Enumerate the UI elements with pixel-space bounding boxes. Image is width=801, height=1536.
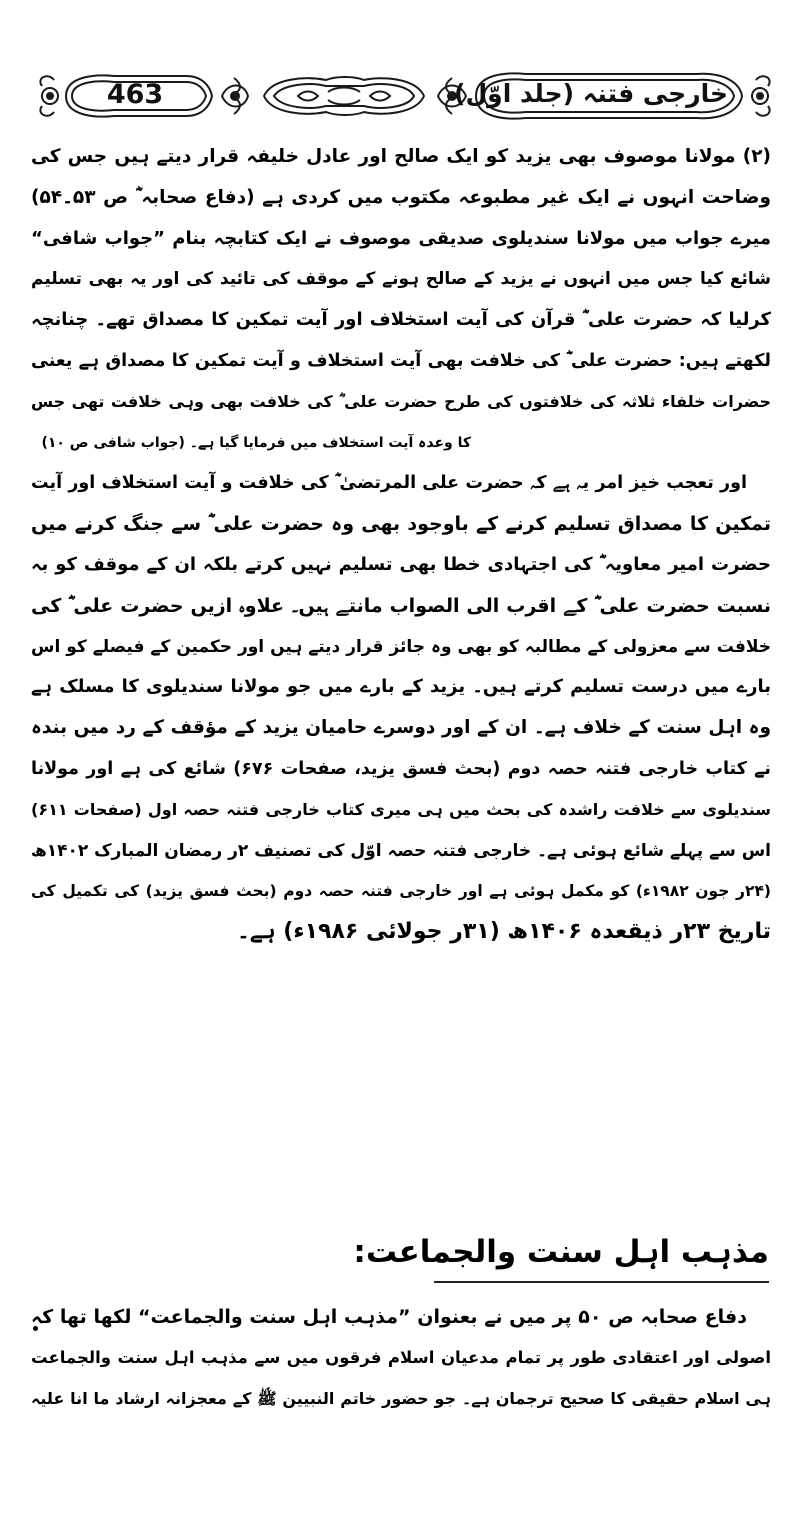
text-line: حضرت امیر معاویہ ؓ کی اجتہادی خطا بھی تسلیم نہیں کرتے بلکہ ان کے موقف کو بہ: [31, 553, 771, 575]
text-line: شائع کیا جس میں انہوں نے یزید کے صالح ہونے کے موقف کی تائید کی اور یہ بھی تسلیم: [31, 269, 771, 290]
text-line: اس سے پہلے شائع ہوئی ہے۔ خارجی فتنہ حصہ اوّل کی تصنیف ۲ر رمضان المبارک ۱۴۰۲ھ: [31, 840, 771, 861]
text-line: وہ اہل سنت کے خلاف ہے۔ ان کے اور دوسرے حامیان یزید کے مؤقف کے رد میں بندہ: [31, 717, 771, 739]
text-line: میرے جواب میں مولانا سندیلوی صدیقی موصوف نے ایک کتابچہ بنام ”جواب شافی“: [31, 227, 771, 249]
text-line: سندیلوی سے خلافت راشدہ کی بحث میں ہی میری کتاب خارجی فتنہ حصہ اول (صفحات ۶۱۱): [31, 799, 771, 819]
text-line: ہی اسلام حقیقی کا صحیح ترجمان ہے۔ جو حضور خاتم النبیین ﷺ کے معجزانہ ارشاد ما انا علیہ: [31, 1388, 771, 1408]
section-heading: [349, 1227, 769, 1283]
text-line-reference: کا وعدہ آیت استخلاف میں فرمایا گیا ہے۔ (جواب شافی ص ۱۰): [41, 434, 471, 451]
text-line: خلافت سے معزولی کے مطالبہ کو بھی وہ جائز قرار دیتے ہیں اور حکمین کے فیصلے کو اس: [31, 636, 771, 657]
text-line: وضاحت انہوں نے ایک غیر مطبوعہ مکتوب میں کردی ہے (دفاع صحابہ ؓ ص ۵۳۔۵۴): [31, 186, 771, 208]
text-line: نے کتاب خارجی فتنہ حصہ دوم (بحث فسق یزید، صفحات ۶۷۶) شائع کی ہے اور مولانا: [31, 758, 771, 779]
text-line: لکھتے ہیں: حضرت علی ؓ کی خلافت بھی آیت استخلاف و آیت تمکین کا مصداق ہے یعنی: [31, 350, 771, 371]
text-line: کرلیا کہ حضرت علی ؓ قرآن کی آیت استخلاف اور آیت تمکین کا مصداق تھے۔ چنانچہ: [31, 309, 771, 331]
text-line: تمکین کا مصداق تسلیم کرنے کے باوجود بھی وہ حضرت علی ؓ سے جنگ کرنے میں: [31, 513, 771, 536]
page-header: [36, 64, 776, 128]
text-line: بارے میں درست تسلیم کرتے ہیں۔ یزید کے بارے میں جو مولانا سندیلوی کا مسلک ہے: [31, 676, 771, 698]
section-heading-underline: [434, 1281, 769, 1283]
main-text-block: [31, 137, 771, 1225]
text-line: دفاع صحابہ ص ۵۰ پر میں نے بعنوان ”مذہب اہل سنت والجماعت“ لکھا تھا کہ: [31, 1306, 747, 1328]
text-line: حضرات خلفاء ثلاثہ کی خلافتوں کی طرح حضرت علی ؓ کی خلافت بھی وہی خلافت تھی جس: [31, 391, 771, 411]
section-text-block: [31, 1297, 771, 1529]
text-line: اصولی اور اعتقادی طور پر تمام مدعیان اسلام فرقوں میں سے مذہب اہل سنت والجماعت: [31, 1347, 771, 1367]
text-line: نسبت حضرت علی ؓ کے اقرب الی الصواب مانتے ہیں۔ علاوہ ازیں حضرت علی ؓ کی: [31, 594, 771, 617]
text-line: تاریخ ۲۳ر ذیقعدہ ۱۴۰۶ھ (۳۱ر جولائی ۱۹۸۶ء) ہے۔: [236, 919, 771, 945]
page-number: 463: [106, 79, 164, 110]
text-line: (۲۴ر جون ۱۹۸۲ء) کو مکمل ہوئی ہے اور خارجی فتنہ حصہ دوم (بحث فسق یزید) کی تکمیل کی: [31, 882, 771, 901]
running-title: خارجی فتنہ (جلد اوّل): [454, 79, 728, 108]
text-line: (۲) مولانا موصوف بھی یزید کو ایک صالح اور عادل خلیفہ قرار دیتے ہیں جس کی: [31, 146, 771, 167]
section-heading-text: مذہب اہل سنت والجماعت:: [353, 1234, 769, 1270]
text-line: اور تعجب خیز امر یہ ہے کہ حضرت علی المرتضیٰ ؓ کی خلافت و آیت استخلاف اور آیت: [31, 473, 747, 494]
